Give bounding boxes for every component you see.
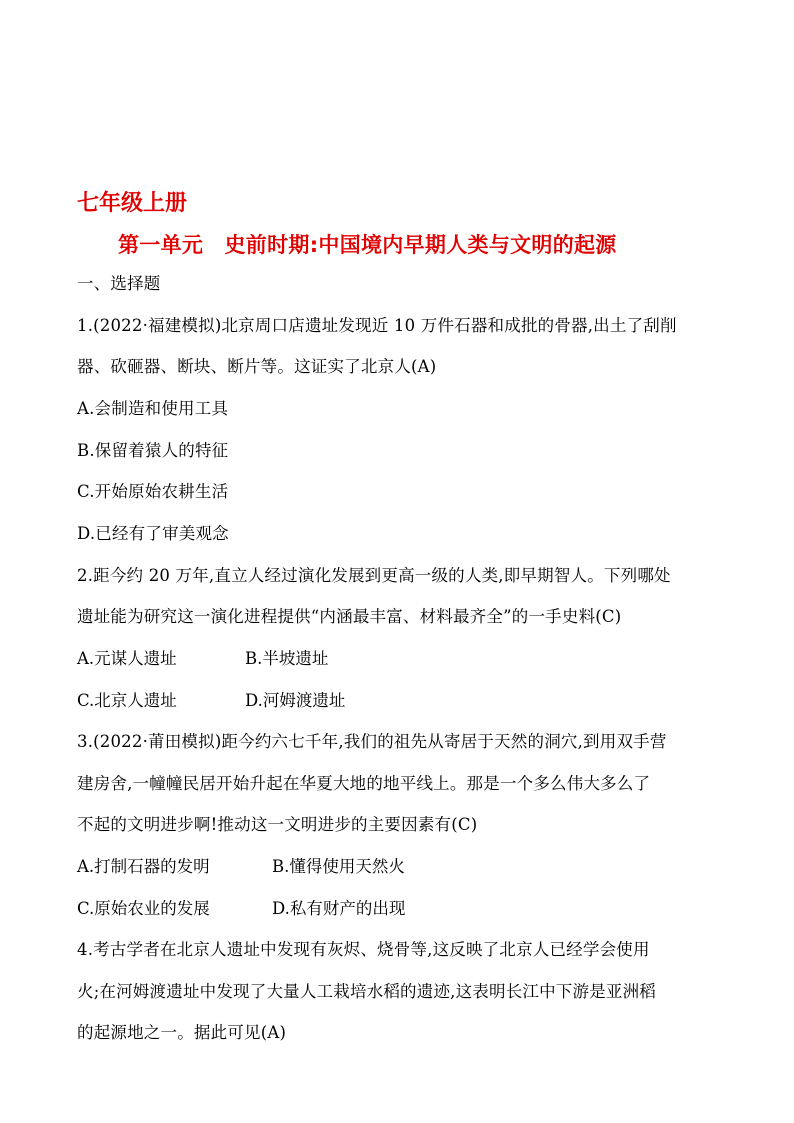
q3-line-1: 3.(2022·莆田模拟)距今约六七千年,我们的祖先从寄居于天然的洞穴,到用双手营 (77, 732, 667, 751)
q1-line-1: 1.(2022·福建模拟)北京周口店遗址发现近 10 万件石器和成批的骨器,出土了刮削 (77, 316, 677, 335)
q2-option-d: D.河姆渡遗址 (245, 691, 346, 710)
q4-line-2: 火;在河姆渡遗址中发现了大量人工栽培水稻的遗迹,这表明长江中下游是亚洲稻 (77, 982, 657, 1001)
q3-option-b: B.懂得使用天然火 (272, 857, 405, 876)
q4-line-3: 的起源地之一。据此可见(A) (77, 1023, 287, 1042)
q1-option-c: C.开始原始农耕生活 (77, 482, 229, 501)
q4-line-1: 4.考古学者在北京人遗址中发现有灰烬、烧骨等,这反映了北京人已经学会使用 (77, 940, 650, 959)
q3-option-a: A.打制石器的发明 (77, 857, 210, 876)
section-heading: 一、选择题 (77, 274, 161, 293)
q3-line-3: 不起的文明进步啊!推动这一文明进步的主要因素有(C) (77, 815, 478, 834)
q2-line-1: 2.距今约 20 万年,直立人经过演化发展到更高一级的人类,即早期智人。下列哪处 (77, 566, 671, 585)
q1-line-2: 器、砍砸器、断块、断片等。这证实了北京人(A) (77, 357, 437, 376)
q2-line-2: 遗址能为研究这一演化进程提供“内涵最丰富、材料最齐全”的一手史料(C) (77, 607, 622, 626)
q2-option-a: A.元谋人遗址 (77, 649, 177, 668)
unit-title: 第一单元 史前时期:中国境内早期人类与文明的起源 (118, 233, 617, 257)
grade-heading: 七年级上册 (77, 191, 188, 216)
q3-line-2: 建房舍,一幢幢民居开始升起在华夏大地的地平线上。那是一个多么伟大多么了 (77, 774, 651, 793)
q2-option-c: C.北京人遗址 (77, 691, 177, 710)
q2-option-b: B.半坡遗址 (245, 649, 329, 668)
q3-option-c: C.原始农业的发展 (77, 899, 210, 918)
q1-option-a: A.会制造和使用工具 (77, 399, 229, 418)
q3-option-d: D.私有财产的出现 (272, 899, 406, 918)
q1-option-b: B.保留着猿人的特征 (77, 441, 229, 460)
q1-option-d: D.已经有了审美观念 (77, 524, 229, 543)
